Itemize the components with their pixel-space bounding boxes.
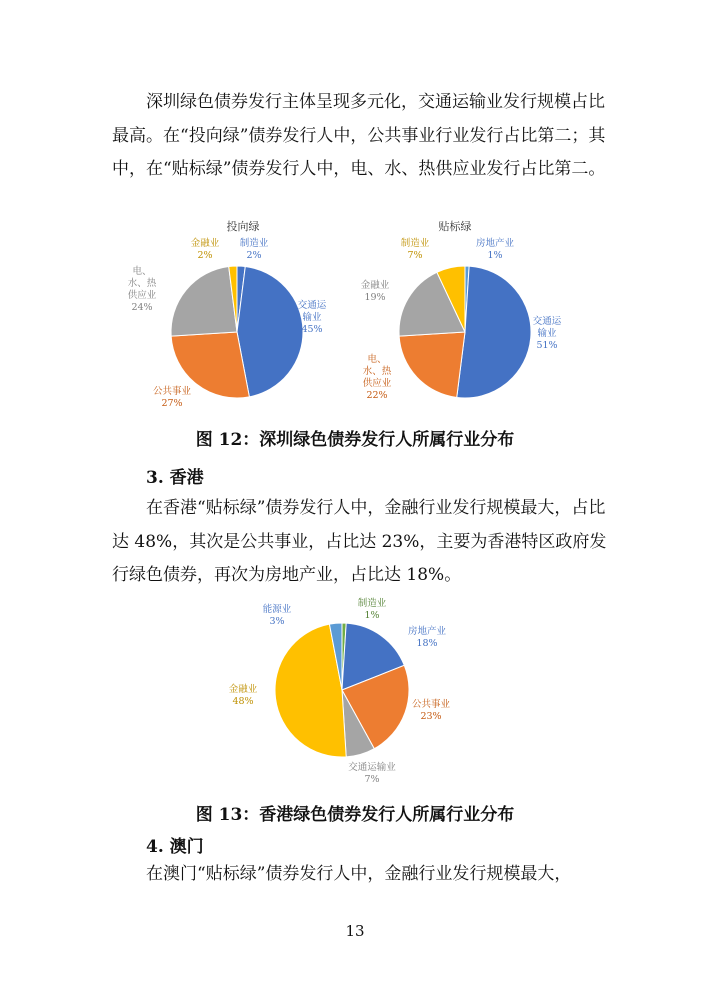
slice-label: 电、水、热供应业 22% [362, 354, 392, 401]
paragraph-shenzhen: 深圳绿色债券发行主体呈现多元化，交通运输业发行规模占比最高。在“投向绿”债券发行人中，公共事业行业发行占比第二；其中，在“贴标绿”债券发行人中，电、水、热供应业发行占比第二。 [112, 92, 606, 179]
slice-label: 金融业 2% [190, 238, 220, 261]
slice-label: 交通运输业 51% [532, 316, 562, 351]
pie-slice [457, 266, 531, 398]
paragraph-hongkong: 在香港“贴标绿”债券发行人中，金融行业发行规模最大，占比达 48%，其次是公共事业，占比达 23%，主要为香港特区政府发行绿色债券，再次为房地产业，占比达 18%。 [112, 498, 607, 585]
slice-label: 交通运输业 7% [348, 762, 396, 785]
section-heading-hongkong: 3. 香港 [146, 468, 204, 488]
slice-label: 交通运输业 45% [297, 300, 327, 335]
pie-slice [237, 267, 303, 397]
pie-slice [171, 267, 237, 337]
pie-chart-touxianglv [127, 216, 327, 420]
slice-label: 公共事业 27% [152, 386, 192, 409]
slice-label: 制造业 1% [357, 598, 387, 621]
slice-label: 公共事业 23% [411, 699, 451, 722]
slice-label: 电、水、热供应业 24% [127, 266, 157, 313]
figure-13-caption: 图 13：香港绿色债券发行人所属行业分布 [195, 805, 515, 825]
section-heading-macau: 4. 澳门 [146, 837, 204, 857]
chart-title: 贴标绿 [438, 220, 472, 233]
slice-label: 制造业 7% [400, 238, 430, 261]
pie-chart-hongkong [225, 592, 485, 786]
figure-12-caption: 图 12：深圳绿色债券发行人所属行业分布 [195, 430, 515, 450]
slice-label: 金融业 48% [228, 684, 258, 707]
slice-label: 能源业 3% [262, 604, 292, 627]
slice-label: 制造业 2% [239, 238, 269, 261]
pie-slice [399, 332, 465, 397]
slice-label: 房地产业 1% [475, 238, 515, 261]
slice-label: 金融业 19% [360, 280, 390, 303]
page-number: 13 [345, 922, 365, 940]
pie-chart-tiebiaolv [355, 216, 565, 420]
chart-title: 投向绿 [226, 220, 260, 233]
slice-label: 房地产业 18% [407, 626, 447, 649]
paragraph-macau: 在澳门“贴标绿”债券发行人中，金融行业发行规模最大， [146, 864, 572, 884]
